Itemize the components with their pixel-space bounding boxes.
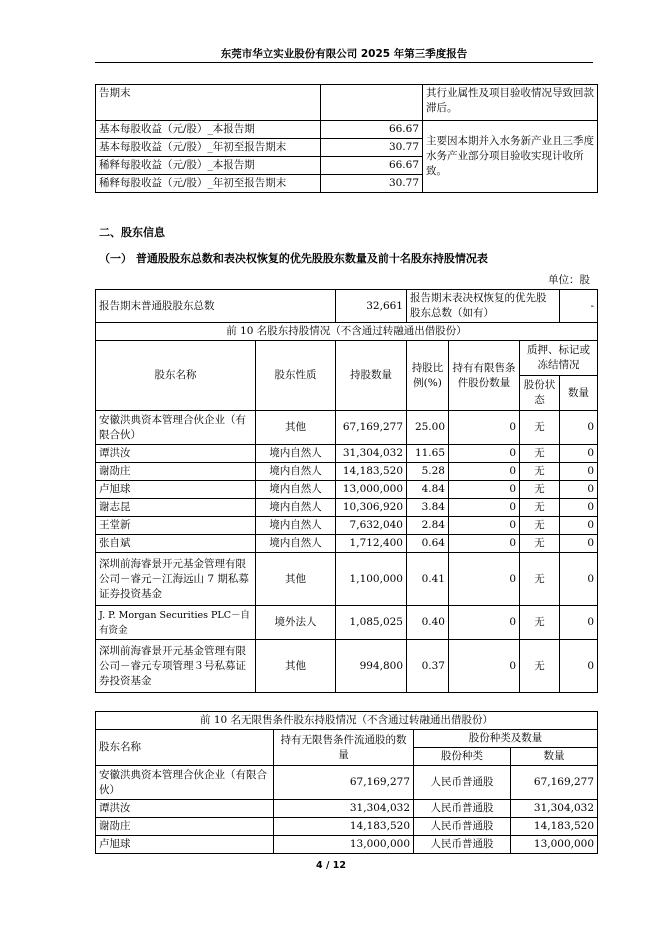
holder-name: 谭洪汝 xyxy=(96,445,256,463)
holder-qty: 0 xyxy=(560,463,598,481)
holder-name: 谢志昆 xyxy=(96,499,256,517)
col-header-name: 股东名称 xyxy=(96,730,274,766)
top10-title: 前 10 名股东持股情况（不含通过转融通出借股份） xyxy=(96,323,598,341)
holder-nature: 其他 xyxy=(256,553,336,606)
holder-restricted: 0 xyxy=(449,535,520,553)
holder-status: 无 xyxy=(520,640,560,693)
holder-restricted: 0 xyxy=(449,553,520,606)
holder-status: 无 xyxy=(520,535,560,553)
holder-name: 安徽洪典资本管理合伙企业（有限合伙） xyxy=(96,766,274,800)
holder-shares: 1,712,400 xyxy=(336,535,407,553)
total-holders-value: 32,661 xyxy=(336,290,407,323)
table-row xyxy=(96,499,598,517)
table-row xyxy=(96,553,598,606)
holder-nature: 其他 xyxy=(256,640,336,693)
eps-note-top: 其行业属性及项目验收情况导致回款滞后。 xyxy=(423,85,598,121)
unit-label: 单位：股 xyxy=(548,274,590,286)
eps-cont-label: 告期末 xyxy=(96,85,321,121)
section-subtitle: （一） 普通股股东总数和表决权恢复的优先股股东数量及前十名股东持股情况表 xyxy=(99,252,488,265)
holder-ratio: 2.84 xyxy=(407,517,449,535)
holder-qty: 14,183,520 xyxy=(511,818,598,836)
holder-restricted: 0 xyxy=(449,445,520,463)
table-row xyxy=(96,640,598,693)
holder-name: 张自斌 xyxy=(96,535,256,553)
table-row xyxy=(96,836,598,854)
holder-qty: 0 xyxy=(560,606,598,640)
holder-status: 无 xyxy=(520,445,560,463)
eps-row-label: 基本每股收益（元/股）_年初至报告期末 xyxy=(96,139,321,157)
holder-count: 31,304,032 xyxy=(274,800,414,818)
holder-nature: 境外法人 xyxy=(256,606,336,640)
holder-ratio: 11.65 xyxy=(407,445,449,463)
holder-count: 14,183,520 xyxy=(274,818,414,836)
holder-shares: 10,306,920 xyxy=(336,499,407,517)
holder-type: 人民币普通股 xyxy=(414,800,511,818)
holder-qty: 67,169,277 xyxy=(511,766,598,800)
holder-count: 67,169,277 xyxy=(274,766,414,800)
holder-qty: 0 xyxy=(560,640,598,693)
col-header-ratio: 持股比例(%) xyxy=(407,341,449,411)
holder-restricted: 0 xyxy=(449,606,520,640)
eps-row-value: 30.77 xyxy=(321,139,423,157)
holder-shares: 67,169,277 xyxy=(336,411,407,445)
holder-shares: 14,183,520 xyxy=(336,463,407,481)
table-row xyxy=(96,800,598,818)
holder-qty: 0 xyxy=(560,445,598,463)
holder-name: 卢旭球 xyxy=(96,481,256,499)
holder-status: 无 xyxy=(520,411,560,445)
eps-row-value: 66.67 xyxy=(321,121,423,139)
holder-nature: 境内自然人 xyxy=(256,517,336,535)
col-header-type-group: 股份种类及数量 xyxy=(414,730,598,748)
holder-shares: 31,304,032 xyxy=(336,445,407,463)
holder-qty: 0 xyxy=(560,411,598,445)
holder-ratio: 0.37 xyxy=(407,640,449,693)
col-header-nature: 股东性质 xyxy=(256,341,336,411)
eps-table xyxy=(95,84,598,193)
holder-ratio: 3.84 xyxy=(407,499,449,517)
holder-qty: 31,304,032 xyxy=(511,800,598,818)
holder-shares: 994,800 xyxy=(336,640,407,693)
shareholder-table xyxy=(95,289,598,693)
holder-restricted: 0 xyxy=(449,463,520,481)
col-header-count: 持有无限售条件流通股的数量 xyxy=(274,730,414,766)
holder-nature: 境内自然人 xyxy=(256,445,336,463)
col-header-qty: 数量 xyxy=(511,748,598,766)
holder-shares: 7,632,040 xyxy=(336,517,407,535)
holder-name: 安徽洪典资本管理合伙企业（有限合伙） xyxy=(96,411,256,445)
col-header-status: 股份状态 xyxy=(520,376,560,411)
holder-name: 王堂新 xyxy=(96,517,256,535)
holder-shares: 1,085,025 xyxy=(336,606,407,640)
holder-qty: 0 xyxy=(560,517,598,535)
holder-restricted: 0 xyxy=(449,411,520,445)
holder-name: 深圳前海睿景开元基金管理有限公司－睿元－江海远山 7 期私募证券投资基金 xyxy=(96,553,256,606)
holder-nature: 境内自然人 xyxy=(256,499,336,517)
holder-restricted: 0 xyxy=(449,499,520,517)
holder-ratio: 0.64 xyxy=(407,535,449,553)
holder-shares: 1,100,000 xyxy=(336,553,407,606)
holder-nature: 境内自然人 xyxy=(256,535,336,553)
col-header-type: 股份种类 xyxy=(414,748,511,766)
holder-qty: 0 xyxy=(560,481,598,499)
eps-row-value: 30.77 xyxy=(321,175,423,193)
holder-status: 无 xyxy=(520,606,560,640)
holder-status: 无 xyxy=(520,553,560,606)
pref-holders-label: 报告期末表决权恢复的优先股股东总数（如有） xyxy=(407,290,560,323)
col-header-qty: 数量 xyxy=(560,376,598,411)
holder-status: 无 xyxy=(520,481,560,499)
table-row xyxy=(96,481,598,499)
table-row xyxy=(96,463,598,481)
table-row xyxy=(96,766,598,800)
unrestricted-table xyxy=(95,711,598,854)
eps-row-value: 66.67 xyxy=(321,157,423,175)
holder-name: J. P. Morgan Securities PLC－自有资金 xyxy=(96,606,256,640)
holder-ratio: 4.84 xyxy=(407,481,449,499)
col-header-name: 股东名称 xyxy=(96,341,256,411)
holder-ratio: 0.41 xyxy=(407,553,449,606)
holder-shares: 13,000,000 xyxy=(336,481,407,499)
holder-type: 人民币普通股 xyxy=(414,818,511,836)
eps-row-label: 稀释每股收益（元/股）_本报告期 xyxy=(96,157,321,175)
holder-qty: 0 xyxy=(560,553,598,606)
holder-status: 无 xyxy=(520,517,560,535)
holder-restricted: 0 xyxy=(449,481,520,499)
holder-count: 13,000,000 xyxy=(274,836,414,854)
table-row xyxy=(96,606,598,640)
holder-qty: 0 xyxy=(560,499,598,517)
holder-name: 谭洪汝 xyxy=(96,800,274,818)
holder-nature: 境内自然人 xyxy=(256,463,336,481)
eps-note-main: 主要因本期并入水务新产业且三季度水务产业部分项目验收实现计收所致。 xyxy=(423,121,598,193)
eps-row-label: 基本每股收益（元/股）_本报告期 xyxy=(96,121,321,139)
eps-row-label: 稀释每股收益（元/股）_年初至报告期末 xyxy=(96,175,321,193)
page-header: 东莞市华立实业股份有限公司 2025 年第三季度报告 xyxy=(220,48,468,60)
holder-restricted: 0 xyxy=(449,640,520,693)
holder-name: 深圳前海睿景开元基金管理有限公司－睿元专项管理３号私募证券投资基金 xyxy=(96,640,256,693)
table-row xyxy=(96,445,598,463)
holder-qty: 13,000,000 xyxy=(511,836,598,854)
col-header-pledge: 质押、标记或冻结情况 xyxy=(520,341,598,376)
total-holders-label: 报告期末普通股股东总数 xyxy=(96,290,336,323)
pref-holders-value: - xyxy=(560,290,598,323)
col-header-restricted: 持有有限售条件股份数量 xyxy=(449,341,520,411)
holder-ratio: 5.28 xyxy=(407,463,449,481)
unrestricted-title: 前 10 名无限售条件股东持股情况（不含通过转融通出借股份） xyxy=(96,712,598,730)
holder-ratio: 25.00 xyxy=(407,411,449,445)
holder-nature: 境内自然人 xyxy=(256,481,336,499)
holder-nature: 其他 xyxy=(256,411,336,445)
header-rule xyxy=(95,62,593,63)
holder-type: 人民币普通股 xyxy=(414,766,511,800)
section-title: 二、股东信息 xyxy=(99,226,165,239)
holder-restricted: 0 xyxy=(449,517,520,535)
table-row xyxy=(96,411,598,445)
holder-status: 无 xyxy=(520,499,560,517)
holder-name: 谢劭庄 xyxy=(96,463,256,481)
table-row xyxy=(96,818,598,836)
table-row xyxy=(96,535,598,553)
holder-name: 谢劭庄 xyxy=(96,818,274,836)
page-number: 4 / 12 xyxy=(316,860,346,871)
holder-qty: 0 xyxy=(560,535,598,553)
holder-name: 卢旭球 xyxy=(96,836,274,854)
holder-ratio: 0.40 xyxy=(407,606,449,640)
eps-cont-value xyxy=(321,85,423,121)
holder-type: 人民币普通股 xyxy=(414,836,511,854)
table-row xyxy=(96,517,598,535)
col-header-shares: 持股数量 xyxy=(336,341,407,411)
holder-status: 无 xyxy=(520,463,560,481)
